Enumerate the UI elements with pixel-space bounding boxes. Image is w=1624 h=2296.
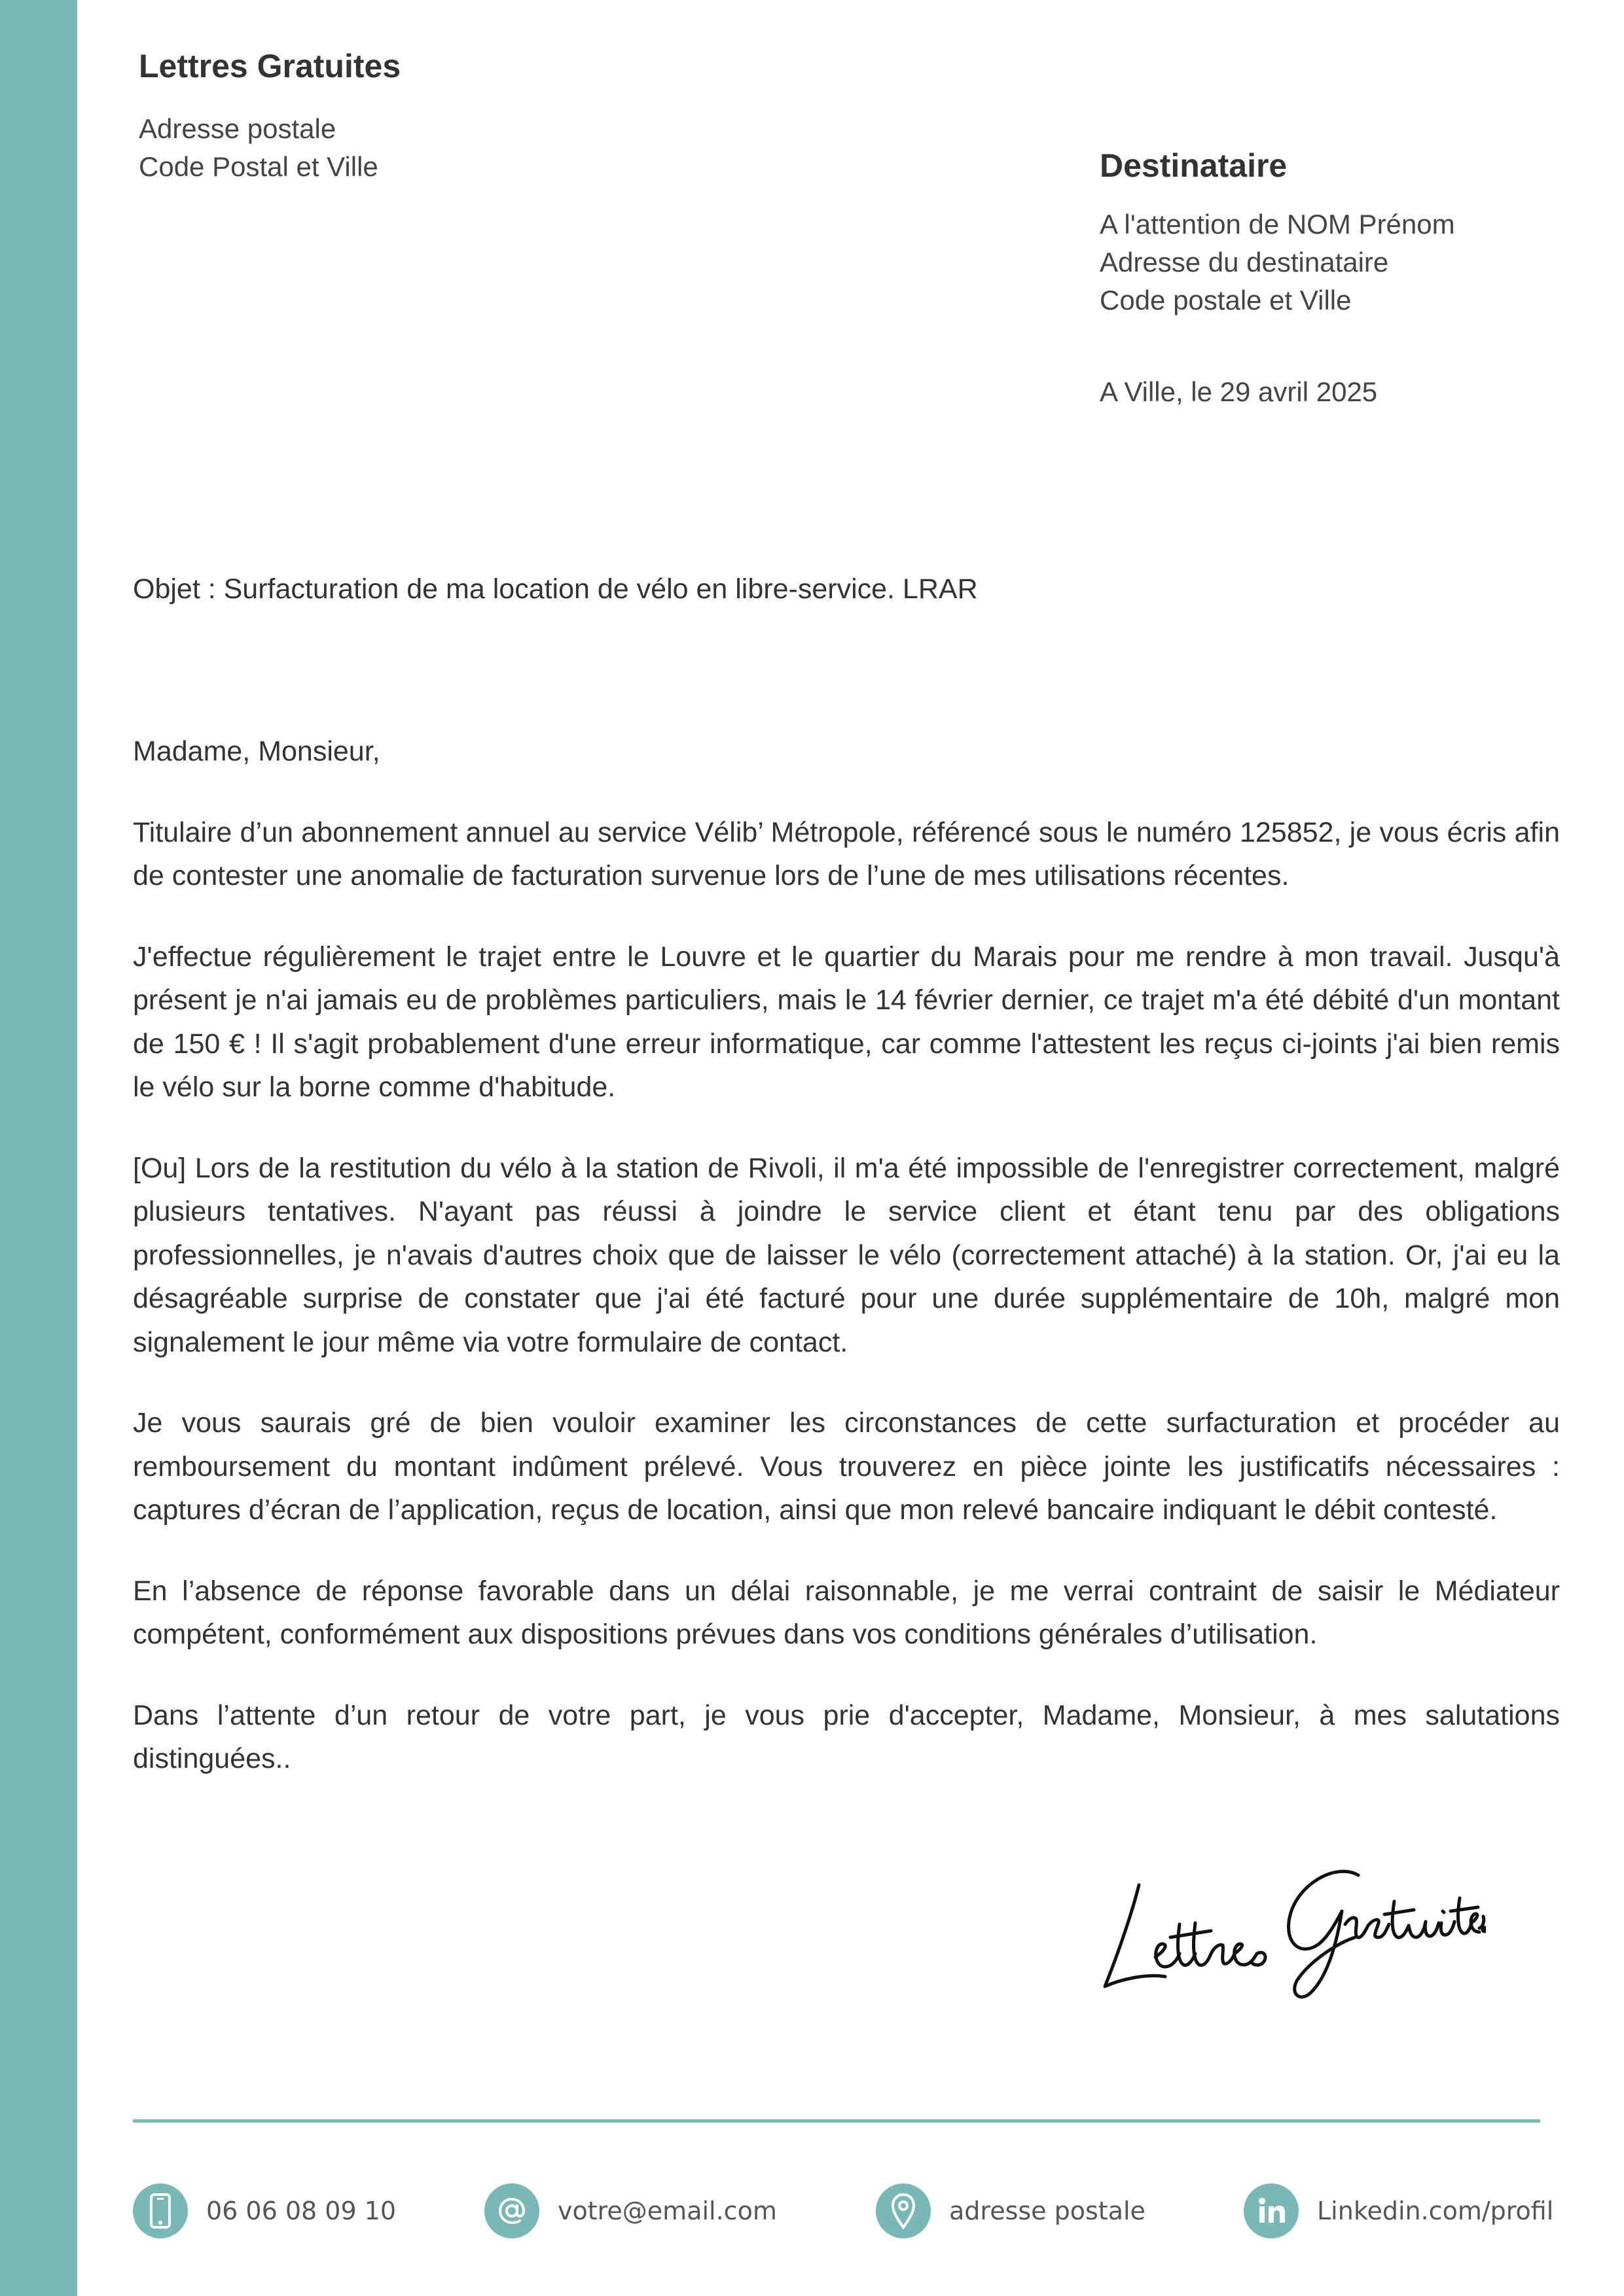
letter-body <box>133 730 1560 1818</box>
linkedin-url: Linkedin.com/profil <box>1317 2197 1554 2225</box>
recipient-address: Adresse du destinataire <box>1100 247 1389 278</box>
letter-subject: Objet : Surfacturation de ma location de vélo en libre-service. LRAR <box>133 573 978 605</box>
email-address: votre@email.com <box>558 2197 777 2225</box>
accent-side-bar <box>0 0 77 2296</box>
paragraph-6: Dans l’attente d’un retour de votre part, je vous prie d'accepter, Madame, Monsieur, à mes salutations distinguées.. <box>133 1699 1560 1774</box>
footer-email <box>484 2183 777 2238</box>
sender-address: Adresse postale <box>139 113 336 144</box>
at-icon <box>484 2183 539 2238</box>
postal-address: adresse postale <box>949 2197 1146 2225</box>
footer-divider <box>133 2119 1540 2123</box>
sender-name: Lettres Gratuites <box>139 48 401 84</box>
footer-phone <box>133 2183 396 2238</box>
phone-number: 06 06 08 09 10 <box>206 2197 397 2225</box>
linkedin-icon <box>1244 2183 1299 2238</box>
paragraph-1: Titulaire d’un abonnement annuel au service Vélib’ Métropole, référencé sous le numéro 125852, je vous écris afin de contester une anomalie de facturation survenue lors de l’une de mes utilisations récentes. <box>133 816 1560 891</box>
footer-address <box>876 2183 1146 2238</box>
recipient-block <box>1100 145 1597 319</box>
letter-date: A Ville, le 29 avril 2025 <box>1100 376 1378 407</box>
footer-linkedin <box>1244 2183 1553 2238</box>
paragraph-3: [Ou] Lors de la restitution du vélo à la station de Rivoli, il m'a été impossible de l'enregistrer correctement, malgré plusieurs tentatives. N'ayant pas réussi à joindre le service client et étant tenu par des obligations professionnelles, je n'avais d'autres choix que de laisser le vélo (correctement attaché) à la station. Or, j'ai eu la désagréable surprise de constater que j'ai été facturé pour une durée supplémentaire de 10h, malgré mon signalement le jour même via votre formulaire de contact. <box>133 1152 1560 1358</box>
recipient-attention: A l'attention de NOM Prénom <box>1100 209 1455 240</box>
location-pin-icon <box>876 2183 931 2238</box>
sender-city: Code Postal et Ville <box>139 151 378 182</box>
recipient-city: Code postale et Ville <box>1100 285 1352 315</box>
paragraph-2: J'effectue régulièrement le trajet entre le Louvre et le quartier du Marais pour me rendre à mon travail. Jusqu'à présent je n'ai jamais eu de problèmes particuliers, mais le 14 février dernier, ce trajet m'a été débité d'un montant de 150 € ! Il s'agit probablement d'une erreur informatique, car comme l'attestent les reçus ci-joints j'ai bien remis le vélo sur la borne comme d'habitude. <box>133 941 1560 1103</box>
recipient-title: Destinataire <box>1100 147 1288 184</box>
phone-icon <box>133 2183 188 2238</box>
greeting: Madame, Monsieur, <box>133 736 380 767</box>
sender-block <box>139 46 728 186</box>
paragraph-5: En l’absence de réponse favorable dans un délai raisonnable, je me verrai contraint de saisir le Médiateur compétent, conformément aux dispositions prévues dans vos conditions générales d’utilisation. <box>133 1575 1560 1650</box>
handwritten-signature <box>1093 1846 1486 2009</box>
paragraph-4: Je vous saurais gré de bien vouloir examiner les circonstances de cette surfacturation et procéder au remboursement du montant indûment prélevé. Vous trouverez en pièce jointe les justificatifs nécessaires : captures d’écran de l’application, reçus de location, ainsi que mon relevé bancaire indiquant le débit contesté. <box>133 1407 1560 1526</box>
